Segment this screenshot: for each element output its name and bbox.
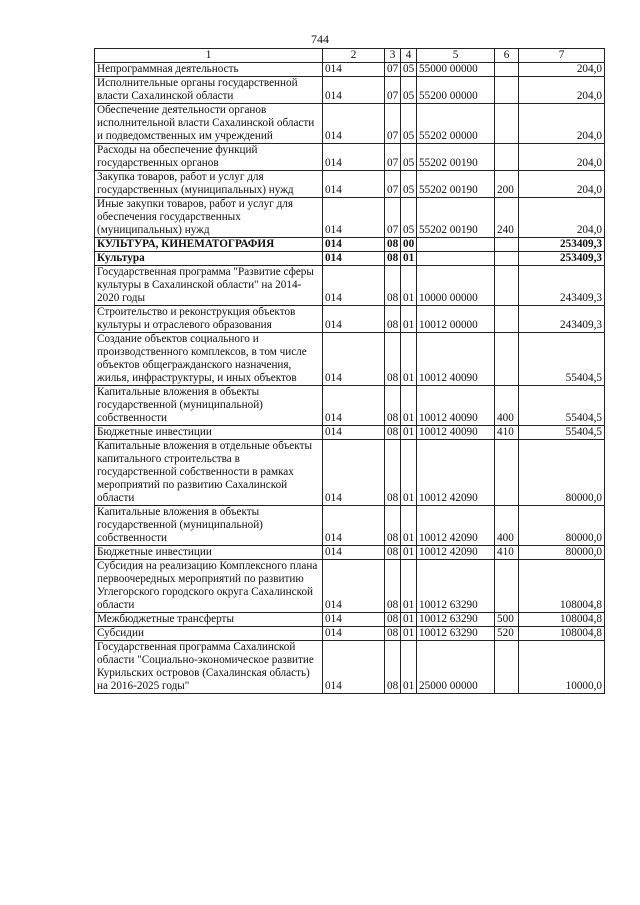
row-type [495, 77, 519, 104]
header-cell: 3 [385, 49, 401, 63]
row-code: 014 [323, 641, 385, 694]
row-amount: 204,0 [519, 104, 605, 144]
row-code: 014 [323, 306, 385, 333]
table-row [95, 506, 605, 546]
row-program: 10012 63290 [417, 613, 495, 627]
row-program: 10012 63290 [417, 627, 495, 641]
row-subsection: 01 [401, 306, 417, 333]
row-name: Капитальные вложения в отдельные объекты капитального строительства в государственной собственности в рамках мероприятий по развитию Сахалинской области [95, 440, 323, 506]
row-program: 10012 40090 [417, 386, 495, 426]
row-type: 200 [495, 171, 519, 198]
row-amount: 204,0 [519, 77, 605, 104]
row-amount: 108004,8 [519, 560, 605, 613]
row-code: 014 [323, 546, 385, 560]
row-type: 240 [495, 198, 519, 238]
table-row [95, 440, 605, 506]
row-code: 014 [323, 386, 385, 426]
row-type: 500 [495, 613, 519, 627]
row-amount: 243409,3 [519, 306, 605, 333]
row-subsection: 01 [401, 426, 417, 440]
row-program: 10012 00000 [417, 306, 495, 333]
row-program: 25000 00000 [417, 641, 495, 694]
row-name: Капитальные вложения в объекты государственной (муниципальной) собственности [95, 386, 323, 426]
table-row [95, 171, 605, 198]
row-program: 10012 40090 [417, 426, 495, 440]
page-number: 744 [311, 32, 329, 46]
row-type [495, 252, 519, 266]
row-name: Бюджетные инвестиции [95, 426, 323, 440]
row-name: Бюджетные инвестиции [95, 546, 323, 560]
table-row [95, 333, 605, 386]
row-name: Обеспечение деятельности органов исполнительной власти Сахалинской области и подведомственных им учреждений [95, 104, 323, 144]
row-code: 014 [323, 613, 385, 627]
row-program: 10012 42090 [417, 506, 495, 546]
row-program: 10012 42090 [417, 546, 495, 560]
table-row [95, 266, 605, 306]
row-section: 07 [385, 171, 401, 198]
table-row [95, 426, 605, 440]
row-subsection: 05 [401, 171, 417, 198]
row-type [495, 333, 519, 386]
row-amount: 204,0 [519, 198, 605, 238]
row-name: Создание объектов социального и производственного комплексов, в том числе объектов общегражданского назначения, жилья, инфраструктуры, и иных объектов [95, 333, 323, 386]
row-amount: 55404,5 [519, 333, 605, 386]
row-code: 014 [323, 171, 385, 198]
row-type [495, 104, 519, 144]
row-amount: 204,0 [519, 63, 605, 77]
row-amount: 80000,0 [519, 440, 605, 506]
row-amount: 80000,0 [519, 506, 605, 546]
row-name: Расходы на обеспечение функций государственных органов [95, 144, 323, 171]
row-type: 410 [495, 546, 519, 560]
row-section: 08 [385, 641, 401, 694]
table-row [95, 63, 605, 77]
row-code: 014 [323, 333, 385, 386]
table-row [95, 386, 605, 426]
row-amount: 108004,8 [519, 613, 605, 627]
row-program [417, 252, 495, 266]
row-name: Субсидия на реализацию Комплексного плана первоочередных мероприятий по развитию Углегорского городского округа Сахалинской области [95, 560, 323, 613]
table-row [95, 641, 605, 694]
row-code: 014 [323, 560, 385, 613]
table-row [95, 77, 605, 104]
row-type [495, 238, 519, 252]
row-code: 014 [323, 104, 385, 144]
row-subsection: 01 [401, 613, 417, 627]
row-type: 520 [495, 627, 519, 641]
row-program: 10000 00000 [417, 266, 495, 306]
row-name: Иные закупки товаров, работ и услуг для обеспечения государственных (муниципальных) нужд [95, 198, 323, 238]
table-row [95, 144, 605, 171]
row-program: 55200 00000 [417, 77, 495, 104]
row-code: 014 [323, 198, 385, 238]
row-code: 014 [323, 440, 385, 506]
row-section: 08 [385, 386, 401, 426]
row-subsection: 05 [401, 77, 417, 104]
table-row [95, 627, 605, 641]
row-type [495, 63, 519, 77]
row-section: 08 [385, 333, 401, 386]
row-program: 55202 00000 [417, 104, 495, 144]
row-section: 08 [385, 266, 401, 306]
row-program [417, 238, 495, 252]
row-section: 08 [385, 627, 401, 641]
row-section: 08 [385, 306, 401, 333]
header-cell: 1 [95, 49, 323, 63]
row-type [495, 560, 519, 613]
header-cell: 7 [519, 49, 605, 63]
row-code: 014 [323, 252, 385, 266]
row-amount: 253409,3 [519, 252, 605, 266]
row-amount: 10000,0 [519, 641, 605, 694]
row-program: 55202 00190 [417, 144, 495, 171]
row-section: 08 [385, 506, 401, 546]
row-code: 014 [323, 144, 385, 171]
row-section: 07 [385, 198, 401, 238]
row-subsection: 05 [401, 63, 417, 77]
row-amount: 108004,8 [519, 627, 605, 641]
row-section: 08 [385, 560, 401, 613]
row-name: КУЛЬТУРА, КИНЕМАТОГРАФИЯ [95, 238, 323, 252]
row-section: 07 [385, 104, 401, 144]
row-code: 014 [323, 627, 385, 641]
row-type [495, 266, 519, 306]
header-row [95, 49, 605, 63]
table-row [95, 104, 605, 144]
row-subsection: 01 [401, 440, 417, 506]
row-subsection: 05 [401, 198, 417, 238]
row-name: Субсидии [95, 627, 323, 641]
row-name: Исполнительные органы государственной власти Сахалинской области [95, 77, 323, 104]
row-type [495, 144, 519, 171]
row-name: Непрограммная деятельность [95, 63, 323, 77]
row-type: 410 [495, 426, 519, 440]
row-amount: 80000,0 [519, 546, 605, 560]
row-section: 07 [385, 77, 401, 104]
row-amount: 55404,5 [519, 386, 605, 426]
row-subsection: 01 [401, 506, 417, 546]
row-amount: 204,0 [519, 144, 605, 171]
row-subsection: 01 [401, 333, 417, 386]
row-name: Государственная программа "Развитие сферы культуры в Сахалинской области" на 2014-2020 годы [95, 266, 323, 306]
row-amount: 204,0 [519, 171, 605, 198]
row-code: 014 [323, 63, 385, 77]
row-subsection: 01 [401, 546, 417, 560]
row-section: 08 [385, 440, 401, 506]
row-section: 08 [385, 238, 401, 252]
row-type [495, 440, 519, 506]
row-amount: 253409,3 [519, 238, 605, 252]
row-code: 014 [323, 426, 385, 440]
row-subsection: 01 [401, 627, 417, 641]
row-subsection: 05 [401, 104, 417, 144]
table-row [95, 560, 605, 613]
table-row [95, 252, 605, 266]
row-section: 07 [385, 144, 401, 171]
row-section: 08 [385, 546, 401, 560]
header-cell: 6 [495, 49, 519, 63]
row-program: 55000 00000 [417, 63, 495, 77]
row-name: Капитальные вложения в объекты государственной (муниципальной) собственности [95, 506, 323, 546]
row-program: 10012 63290 [417, 560, 495, 613]
table-row [95, 546, 605, 560]
row-subsection: 01 [401, 560, 417, 613]
header-cell: 4 [401, 49, 417, 63]
row-amount: 55404,5 [519, 426, 605, 440]
row-subsection: 05 [401, 144, 417, 171]
row-program: 55202 00190 [417, 171, 495, 198]
row-type [495, 306, 519, 333]
row-subsection: 00 [401, 238, 417, 252]
header-cell: 5 [417, 49, 495, 63]
table-row [95, 198, 605, 238]
row-program: 55202 00190 [417, 198, 495, 238]
row-type: 400 [495, 506, 519, 546]
row-code: 014 [323, 266, 385, 306]
row-subsection: 01 [401, 266, 417, 306]
row-name: Закупка товаров, работ и услуг для государственных (муниципальных) нужд [95, 171, 323, 198]
row-name: Межбюджетные трансферты [95, 613, 323, 627]
row-section: 08 [385, 426, 401, 440]
row-name: Культура [95, 252, 323, 266]
row-code: 014 [323, 238, 385, 252]
table-row [95, 613, 605, 627]
row-program: 10012 40090 [417, 333, 495, 386]
budget-table [94, 48, 605, 694]
row-type [495, 641, 519, 694]
row-program: 10012 42090 [417, 440, 495, 506]
row-section: 08 [385, 252, 401, 266]
row-code: 014 [323, 77, 385, 104]
header-cell: 2 [323, 49, 385, 63]
row-subsection: 01 [401, 641, 417, 694]
table-body [95, 63, 605, 694]
row-type: 400 [495, 386, 519, 426]
row-name: Государственная программа Сахалинской области "Социально-экономическое развитие Курильских островов (Сахалинская область) на 2016-2025 годы" [95, 641, 323, 694]
row-subsection: 01 [401, 386, 417, 426]
row-amount: 243409,3 [519, 266, 605, 306]
table-row [95, 238, 605, 252]
row-subsection: 01 [401, 252, 417, 266]
row-section: 08 [385, 613, 401, 627]
row-section: 07 [385, 63, 401, 77]
row-name: Строительство и реконструкция объектов культуры и отраслевого образования [95, 306, 323, 333]
row-code: 014 [323, 506, 385, 546]
table-row [95, 306, 605, 333]
